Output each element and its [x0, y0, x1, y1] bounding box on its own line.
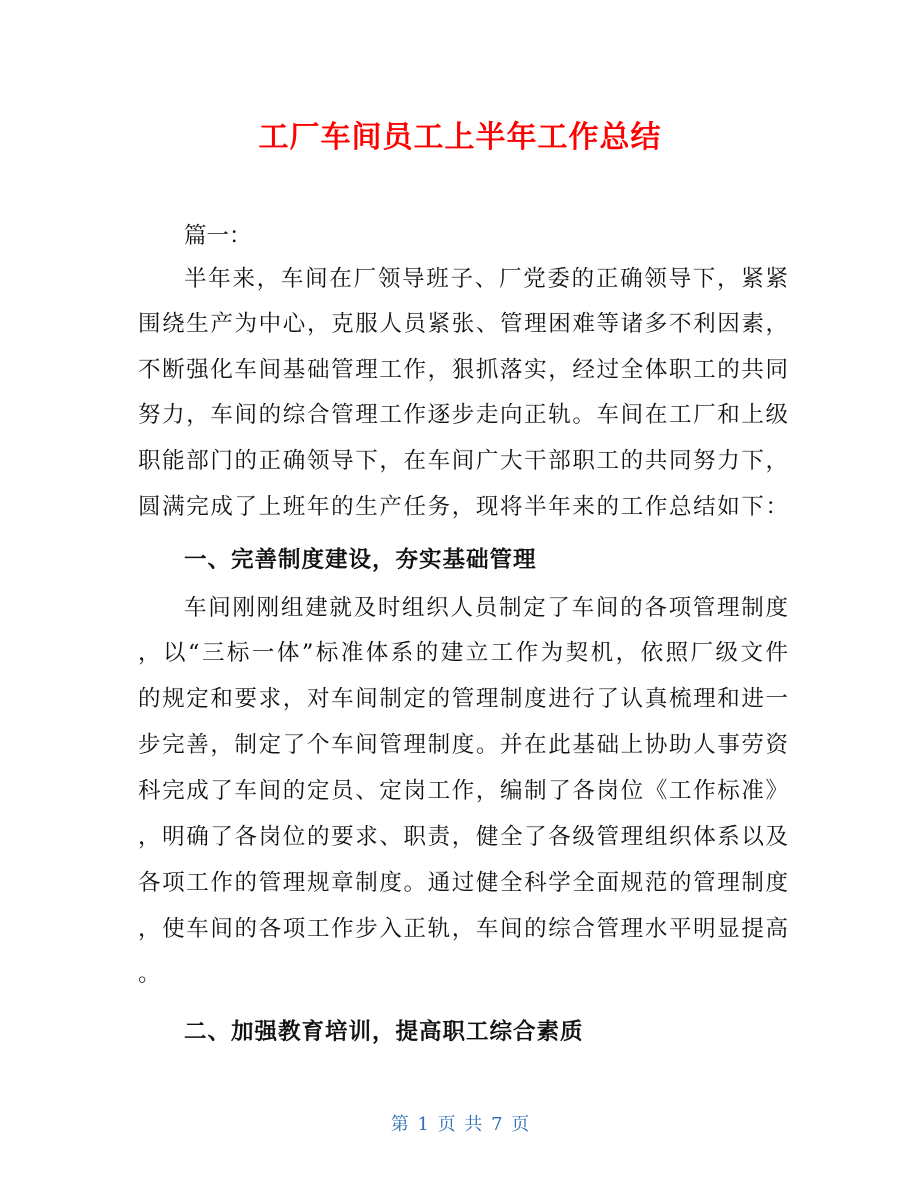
- page-number: 第 1 页 共 7 页: [390, 1114, 530, 1135]
- paragraph-line: 。: [138, 961, 161, 987]
- paragraph-line: 车间刚刚组建就及时组织人员制定了车间的各项管理制度: [184, 595, 788, 621]
- paragraph-line: 各项工作的管理规章制度。通过健全科学全面规范的管理制度: [138, 870, 788, 896]
- section-heading: 二、加强教育培训，提高职工综合素质: [184, 1019, 584, 1045]
- section-heading: 一、完善制度建设，夯实基础管理: [184, 547, 537, 573]
- section-label: 篇一：: [184, 223, 252, 249]
- paragraph-line: 科完成了车间的定员、定岗工作，编制了各岗位《工作标准》: [138, 778, 788, 804]
- paragraph-line: ，以“三标一体”标准体系的建立工作为契机，依照厂级文件: [138, 640, 788, 666]
- document-title: 工厂车间员工上半年工作总结: [258, 120, 662, 155]
- paragraph-line: 努力，车间的综合管理工作逐步走向正轨。车间在工厂和上级: [138, 402, 788, 428]
- paragraph-line: 围绕生产为中心，克服人员紧张、管理困难等诸多不利因素，: [138, 311, 788, 337]
- paragraph-line: ，使车间的各项工作步入正轨，车间的综合管理水平明显提高: [138, 916, 788, 942]
- paragraph-line: 职能部门的正确领导下，在车间广大干部职工的共同努力下，: [138, 448, 788, 474]
- paragraph-line: ，明确了各岗位的要求、职责，健全了各级管理组织体系以及: [138, 824, 788, 850]
- paragraph-line: 半年来，车间在厂领导班子、厂党委的正确领导下，紧紧: [184, 266, 788, 292]
- paragraph-line: 圆满完成了上班年的生产任务，现将半年来的工作总结如下：: [138, 494, 788, 520]
- paragraph-line: 不断强化车间基础管理工作，狠抓落实，经过全体职工的共同: [138, 357, 788, 383]
- paragraph-line: 的规定和要求，对车间制定的管理制度进行了认真梳理和进一: [138, 686, 788, 712]
- paragraph-line: 步完善，制定了个车间管理制度。并在此基础上协助人事劳资: [138, 732, 788, 758]
